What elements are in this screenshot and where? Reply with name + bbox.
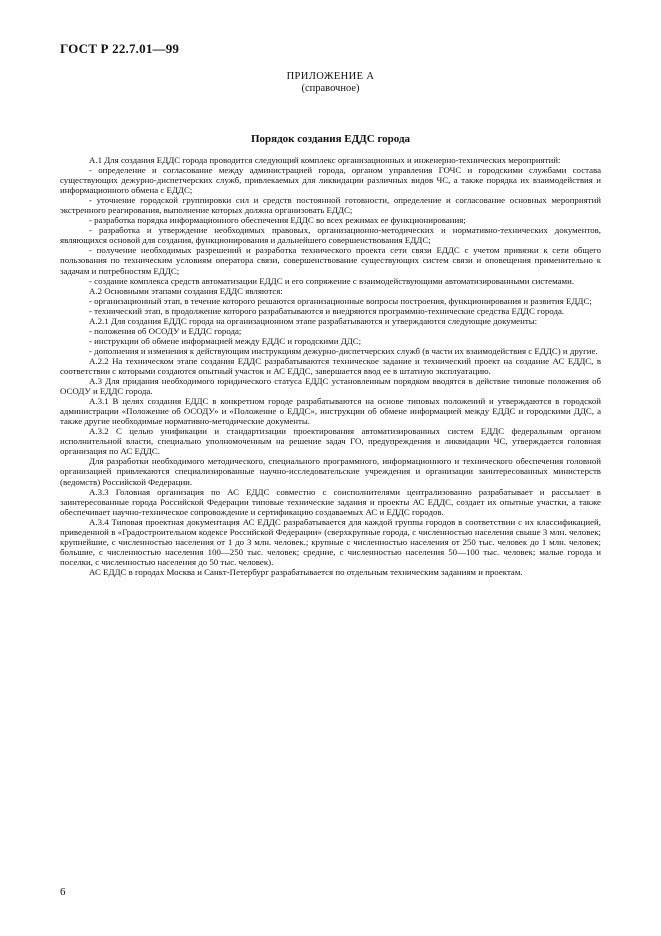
paragraph: А.3.4 Типовая проектная документация АС ЕДДС разрабатывается для каждой группы городов в соответствии с их классификацией, приведенной в «Градостроительном кодексе Российской Федерации» (сверхкрупные города, с численностью населения свыше 3 млн. человек; крупнейшие, с численностью населения от 1 до 3 млн. человек.; крупные с численностью населения от 250 тыс. человек до 1 млн. человек; большие, с численностью населения 100—250 тыс. человек; средние, с численностью населения 50—100 тыс. человек; малые города и поселки, с численностью населения до 50 тыс. человек). <box>60 516 601 567</box>
paragraph: А.2 Основными этапами создания ЕДДС являются: <box>89 285 283 296</box>
standard-code-header: ГОСТ Р 22.7.01—99 <box>60 41 180 56</box>
paragraph: - дополнения и изменения к действующим инструкциям дежурно-диспетчерских служб (в части их взаимодействия с ЕДДС) и другие. <box>89 345 598 356</box>
appendix-heading <box>0 71 661 95</box>
paragraph: А.3.3 Головная организация по АС ЕДДС совместно с соисполнителями централизованно разрабатывает и рассылает в заинтересованные города Российской Федерации типовые технические задания и проекты АС ЕДДС, создает их опытные участки, а также обеспечивает научно-техническое сопровождение и сертификацию создаваемых АС и ЕДДС городов. <box>60 486 601 517</box>
paragraph: А.3 Для придания необходимого юридического статуса ЕДДС установленным порядком вводятся в действие типовые положения об ОСОДУ и ЕДДС города. <box>60 376 601 397</box>
paragraph: А.3.1 В целях создания ЕДДС в конкретном городе разрабатываются на основе типовых положений и утверждаются в городской администрации «Положение об ОСОДУ» и «Положение о ЕДДС», инструкции об обмене информацией между ЕДДС и городскими ДДС, а также другие необходимые нормативно-методические документы. <box>60 396 601 427</box>
appendix-kind: (справочное) <box>301 83 360 94</box>
paragraph: - положения об ОСОДУ и ЕДДС города; <box>89 325 242 336</box>
paragraph: Для разработки необходимого методического, специального программного, информационного и технического обеспечения головной организацией привлекаются специализированные научно-исследовательские учреждения и организации заинтересованных министерств (ведомств) Российской Федерации. <box>60 456 601 487</box>
paragraph: - уточнение городской группировки сил и средств постоянной готовности, определение и согласование основных мероприятий экстренного реагирования, выполнение которых должна организовать ЕДДС; <box>60 195 601 216</box>
paragraph: - инструкции об обмене информацией между ЕДДС и городскими ДДС; <box>89 335 362 346</box>
paragraph: - технический этап, в продолжение которого разрабатываются и внедряются программно-технические средства ЕДДС города. <box>89 305 565 316</box>
paragraph: - получение необходимых разрешений и разработка технического проекта сети связи ЕДДС с учетом привязки к сети общего пользования по техническим условиям оператора связи, совершенствование существующих систем связи и оповещения применительно к задачам и потребностям ЕДДС; <box>60 245 601 276</box>
page-number: 6 <box>60 886 66 898</box>
paragraph: - организационный этап, в течение которого решаются организационные вопросы построения, функционирования и развития ЕДДС; <box>89 295 592 306</box>
document-body <box>60 155 601 577</box>
paragraph: АС ЕДДС в городах Москва и Санкт-Петербург разрабатывается по отдельным техническим заданиям и проектам. <box>89 566 523 577</box>
paragraph: А.1 Для создания ЕДДС города проводится следующий комплекс организационных и инженерно-технических мероприятий: <box>89 155 561 165</box>
paragraph: - определение и согласование между администрацией города, органом управления ГОЧС и городскими службами состава существующих дежурно-диспетчерских служб, привлекаемых для ликвидации различных видов ЧС, а также порядка их взаимодействия и информационного обмена с ЕДДС; <box>60 165 601 196</box>
paragraph: - разработка и утверждение необходимых правовых, организационно-методических и нормативно-технических документов, являющихся основой для создания, функционирования и дальнейшего совершенствования ЕДДС; <box>60 225 601 246</box>
paragraph: - создание комплекса средств автоматизации ЕДДС и его сопряжение с взаимодействующими автоматизированными системами. <box>89 275 575 286</box>
paragraph: А.2.2 На техническом этапе создания ЕДДС разрабатываются техническое задание и технический проект на создание АС ЕДДС, в соответствии с которыми создаются опытный участок и АС ЕДДС, завершается ввод ее в штатную эксплуатацию. <box>60 355 601 376</box>
paragraph: А.3.2 С целью унификации и стандартизации проектирования автоматизированных систем ЕДДС федеральным органом исполнительной власти, специально уполномоченным на решение задач ГО, предупреждения и ликвидации ЧС, утверждается головная организация по АС ЕДДС. <box>60 426 601 457</box>
section-title: Порядок создания ЕДДС города <box>250 133 411 145</box>
paragraph: А.2.1 Для создания ЕДДС города на организационном этапе разрабатываются и утверждаются следующие документы: <box>89 315 538 326</box>
appendix-label: ПРИЛОЖЕНИЕ А <box>286 71 375 82</box>
paragraph: - разработка порядка информационного обеспечения ЕДДС во всех режимах ее функционирования; <box>89 215 466 226</box>
